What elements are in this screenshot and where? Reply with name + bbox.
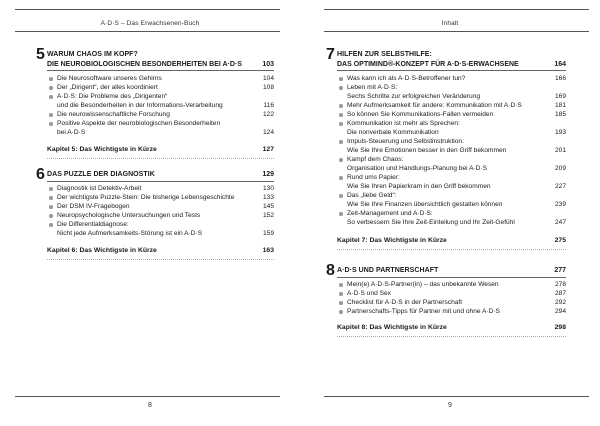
- chapter-page: 277: [554, 267, 566, 274]
- entry-text: Positive Aspekte der neurobiologischen Besonderheiten: [57, 120, 221, 127]
- entry-text: Kommunikation ist mehr als Sprechen:: [347, 120, 460, 127]
- chapter-number: 7: [326, 46, 335, 63]
- entry-text: Zeit-Management und A·D·S:: [347, 210, 433, 217]
- entry-page: 292: [554, 299, 566, 306]
- bullet-icon: [49, 95, 53, 99]
- summary-text: Kapitel 8: Das Wichtigste in Kürze: [337, 324, 447, 331]
- entry-page: 152: [262, 212, 274, 219]
- header-rule: [15, 31, 280, 32]
- bullet-icon: [339, 310, 343, 314]
- summary-rule: [47, 259, 274, 260]
- bullet-icon: [339, 283, 343, 287]
- entry-text: Diagnostik ist Detektiv-Arbeit: [57, 185, 142, 192]
- entry-text: Die neurowissenschaftliche Forschung: [57, 111, 170, 118]
- right-page: [300, 0, 600, 426]
- summary-page: 127: [262, 146, 274, 153]
- summary-rule: [337, 336, 566, 337]
- entry-text-continued: Wie Sie Ihre Finanzen übersichtlich gestalten können: [347, 200, 503, 208]
- entry-text-continued: Wie Sie Ihren Papierkram in den Griff bekommen: [347, 182, 491, 190]
- entry-text-continued: Sechs Schritte zur erfolgreichen Veränderung: [347, 92, 481, 100]
- running-head: A·D·S – Das Erwachsenen-Buch: [100, 20, 200, 27]
- bullet-icon: [339, 113, 343, 117]
- entry-text: Partnerschafts-Tipps für Partner mit und ohne A·D·S: [347, 308, 500, 315]
- entry-text: A·D·S und Sex: [347, 290, 391, 297]
- header-rule: [324, 31, 589, 32]
- entry-text-continued: Wie Sie Ihre Emotionen besser in den Griff bekommen: [347, 146, 507, 154]
- entry-page: 166: [554, 75, 566, 82]
- entry-page: 294: [554, 308, 566, 315]
- entry-page: 124: [262, 128, 274, 136]
- entry-text-continued: bei A·D·S: [57, 128, 86, 136]
- bullet-icon: [49, 214, 53, 218]
- bullet-icon: [339, 176, 343, 180]
- bullet-icon: [339, 140, 343, 144]
- bullet-icon: [339, 86, 343, 90]
- entry-text: Neuropsychologische Untersuchungen und Tests: [57, 212, 201, 219]
- entry-page: 287: [554, 290, 566, 297]
- chapter-summary: [47, 145, 274, 154]
- bullet-icon: [49, 122, 53, 126]
- entry-text: Das „liebe Geld“:: [347, 192, 397, 199]
- summary-page: 275: [554, 237, 566, 244]
- entry-page: 133: [262, 194, 274, 201]
- chapter-number: 8: [326, 262, 335, 279]
- entry-text-continued: Nicht jede Aufmerksamkeits-Störung ist ein A·D·S: [57, 229, 203, 237]
- entry-text-continued: So verbessern Sie Ihre Zeit-Einteilung und Ihr Zeit-Gefühl: [347, 218, 515, 226]
- chapter-summary: [337, 236, 566, 245]
- chapter-rule: [337, 70, 566, 71]
- entry-text: Leben mit A·D·S:: [347, 84, 398, 91]
- chapter-subtitle: DAS OPTIMIND®-KONZEPT FÜR A·D·S-ERWACHSENE: [337, 60, 519, 68]
- summary-rule: [47, 158, 274, 159]
- footer-rule: [324, 396, 589, 397]
- entry-text: Mehr Aufmerksamkeit für andere: Kommunikation mit A·D·S: [347, 102, 522, 109]
- entry-text-continued: und die Besonderheiten in der Informations-Verarbeitung: [57, 101, 223, 109]
- top-rule: [15, 9, 280, 10]
- entry-text: Der „Dirigent“, der alles koordiniert: [57, 84, 158, 91]
- entry-text: Mein(e) A·D·S-Partner(in) – das unbekannte Wesen: [347, 281, 499, 288]
- entry-page: 201: [554, 146, 566, 154]
- summary-text: Kapitel 6: Das Wichtigste in Kürze: [47, 247, 157, 254]
- entry-text: So können Sie Kommunikations-Fallen vermeiden: [347, 111, 494, 118]
- entry-text: Die Differentialdiagnose:: [57, 221, 129, 228]
- chapter-number: 5: [36, 46, 45, 63]
- entry-text-continued: Organisation und Handlungs-Planung bei A·D·S: [347, 164, 488, 172]
- entry-page: 227: [554, 182, 566, 190]
- chapter-summary: [47, 246, 274, 255]
- entry-page: 209: [554, 164, 566, 172]
- entry-text: Der wichtigste Puzzle-Stein: Die bisherige Lebensgeschichte: [57, 194, 235, 201]
- bullet-icon: [49, 196, 53, 200]
- entry-text-continued: Die nonverbale Kommunikation: [347, 128, 439, 136]
- entry-text: Was kann ich als A·D·S-Betroffener tun?: [347, 75, 466, 82]
- chapter-title: HILFEN ZUR SELBSTHILFE:: [337, 51, 432, 58]
- top-rule: [324, 9, 589, 10]
- entry-page: 130: [262, 185, 274, 192]
- bullet-icon: [49, 86, 53, 90]
- bullet-icon: [49, 187, 53, 191]
- entry-text: Die Neurosoftware unseres Gehirns: [57, 75, 162, 82]
- entry-page: 159: [262, 229, 274, 237]
- chapter-rule: [337, 277, 566, 278]
- summary-text: Kapitel 5: Das Wichtigste in Kürze: [47, 146, 157, 153]
- entry-page: 181: [554, 102, 566, 109]
- entry-page: 145: [262, 203, 274, 210]
- bullet-icon: [339, 301, 343, 305]
- running-head: Inhalt: [441, 20, 459, 27]
- footer-rule: [15, 396, 280, 397]
- summary-page: 298: [554, 324, 566, 331]
- entry-page: 239: [554, 200, 566, 208]
- page-number: 8: [148, 402, 152, 409]
- entry-page: 104: [262, 75, 274, 82]
- bullet-icon: [49, 205, 53, 209]
- page-number: 9: [448, 402, 452, 409]
- entry-text: Checklist für A·D·S in der Partnerschaft: [347, 299, 463, 306]
- bullet-icon: [339, 77, 343, 81]
- chapter-summary: [337, 323, 566, 332]
- chapter-subtitle: DIE NEUROBIOLOGISCHEN BESONDERHEITEN BEI A·D·S: [47, 60, 242, 68]
- bullet-icon: [339, 158, 343, 162]
- bullet-icon: [49, 223, 53, 227]
- chapter-title: WARUM CHAOS IM KOPF?: [47, 51, 138, 58]
- bullet-icon: [339, 122, 343, 126]
- entry-page: 122: [262, 111, 274, 118]
- chapter-number: 6: [36, 166, 45, 183]
- bullet-icon: [49, 77, 53, 81]
- entry-page: 169: [554, 92, 566, 100]
- entry-text: Rund ums Papier:: [347, 174, 400, 181]
- entry-text: Impuls-Steuerung und Selbstinstruktion:: [347, 138, 464, 145]
- entry-page: 247: [554, 218, 566, 226]
- summary-rule: [337, 249, 566, 250]
- entry-page: 116: [263, 101, 274, 109]
- chapter-page: 129: [262, 171, 274, 178]
- chapter-page: 103: [262, 60, 274, 68]
- entry-text: A·D·S: Die Probleme des „Dirigenten“: [57, 93, 168, 100]
- entry-page: 185: [554, 111, 566, 118]
- bullet-icon: [339, 104, 343, 108]
- chapter-title: A·D·S UND PARTNERSCHAFT: [337, 267, 439, 274]
- summary-page: 163: [262, 247, 274, 254]
- summary-text: Kapitel 7: Das Wichtigste in Kürze: [337, 237, 447, 244]
- bullet-icon: [339, 194, 343, 198]
- chapter-title: DAS PUZZLE DER DIAGNOSTIK: [47, 171, 155, 178]
- chapter-rule: [47, 181, 274, 182]
- entry-text: Kampf dem Chaos:: [347, 156, 404, 163]
- entry-text: Der DSM IV-Fragebogen: [57, 203, 130, 210]
- entry-page: 278: [554, 281, 566, 288]
- bullet-icon: [339, 292, 343, 296]
- chapter-rule: [47, 70, 274, 71]
- entry-page: 193: [554, 128, 566, 136]
- bullet-icon: [49, 113, 53, 117]
- entry-page: 108: [262, 84, 274, 91]
- chapter-page: 164: [554, 60, 566, 68]
- bullet-icon: [339, 212, 343, 216]
